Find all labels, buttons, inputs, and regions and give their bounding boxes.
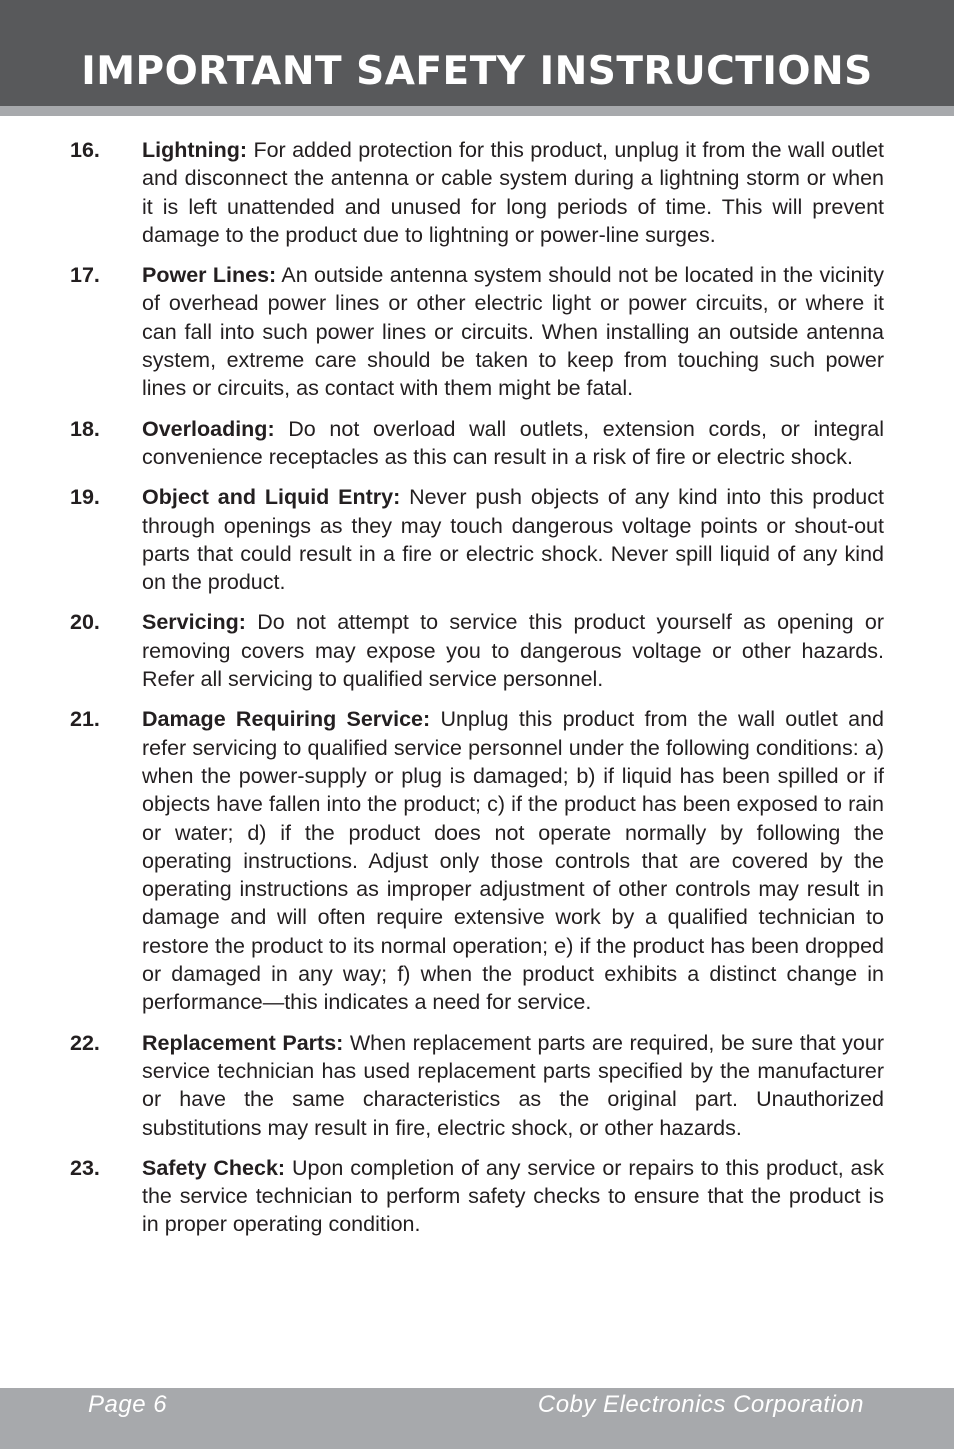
item-text: For added protection for this product, unplug it from the wall outlet and disconnect the antenna or cable system during a lightning storm or when it is left unattended and unused for long periods of time. This will prevent damage to the product due to lightning or power-line surges. [142, 138, 884, 247]
item-term: Lightning: [142, 138, 248, 162]
item-number: 17. [70, 263, 100, 288]
item-number: 19. [70, 485, 100, 510]
item-number: 16. [70, 138, 100, 162]
item-text: When replacement parts are required, be sure that your service technician has used replacement parts specified by the manufacturer or have the same characteristics as the original part. Unauthorized substitutions may result in fire, electric shock, or other hazards. [142, 1030, 884, 1140]
item-number: 23. [70, 1155, 100, 1180]
company-name: Coby Electronics Corporation [537, 1391, 864, 1418]
item-term: Overloading: [142, 416, 275, 441]
item-number: 22. [70, 1030, 100, 1055]
instruction-item-17 [70, 261, 884, 402]
item-number: 18. [70, 416, 100, 441]
item-text: Unplug this product from the wall outlet and refer servicing to qualified service personnel under the following conditions: a) when the power-supply or plug is damaged; b) if liquid has been spilled or if objects have fallen into the product; c) if the product has been exposed to rain or water; d) if the product does not operate normally by following the operating instructions. Adjust only those controls that are covered by the operating instructions as improper adjustment of other controls may result in damage and will often require extensive work by a qualified technician to restore the product to its normal operation; e) if the product has been dropped or damaged in any way; f) when the product exhibits a distinct change in performance—this indicates a need for service. [142, 707, 884, 1015]
instruction-item-20 [70, 608, 884, 693]
item-text: Do not overload wall outlets, extension cords, or integral convenience receptacles as this can result in a risk of fire or electric shock. [142, 416, 884, 469]
item-term: Replacement Parts: [142, 1030, 344, 1055]
item-text: Upon completion of any service or repairs to this product, ask the service technician to perform safety checks to ensure that the product is in proper operating condition. [142, 1155, 885, 1237]
instruction-item-22 [70, 1029, 884, 1142]
instruction-item-16 [70, 136, 884, 249]
item-number: 21. [70, 707, 100, 732]
item-term: Damage Requiring Service: [142, 707, 431, 732]
instruction-item-21 [70, 705, 884, 1016]
instruction-item-19 [70, 483, 884, 596]
instructions-list [70, 136, 884, 1251]
item-term: Safety Check: [142, 1155, 286, 1180]
item-term: Object and Liquid Entry: [142, 485, 401, 510]
item-term: Power Lines: [142, 263, 277, 288]
page-number: Page 6 [88, 1391, 168, 1418]
instruction-item-18 [70, 415, 884, 472]
instruction-item-23 [70, 1154, 884, 1239]
item-text: An outside antenna system should not be located in the vicinity of overhead power lines or other electric light or power circuits, or where it can fall into such power lines or circuits. When installing an outside antenna system, extreme care should be taken to keep from touching such power lines or circuits, as contact with them might be fatal. [142, 263, 884, 401]
item-number: 20. [70, 610, 100, 635]
page-title: IMPORTANT SAFETY INSTRUCTIONS [81, 49, 873, 94]
item-text: Never push objects of any kind into this product through openings as they may touch dangerous voltage points or shout-out parts that could result in a fire or electric shock. Never spill liquid of any kind on the product. [142, 485, 884, 595]
item-term: Servicing: [142, 610, 246, 635]
item-text: Do not attempt to service this product yourself as opening or removing covers may expose you to dangerous voltage or other hazards. Refer all servicing to qualified service personnel. [142, 610, 884, 692]
header-divider [0, 106, 954, 116]
